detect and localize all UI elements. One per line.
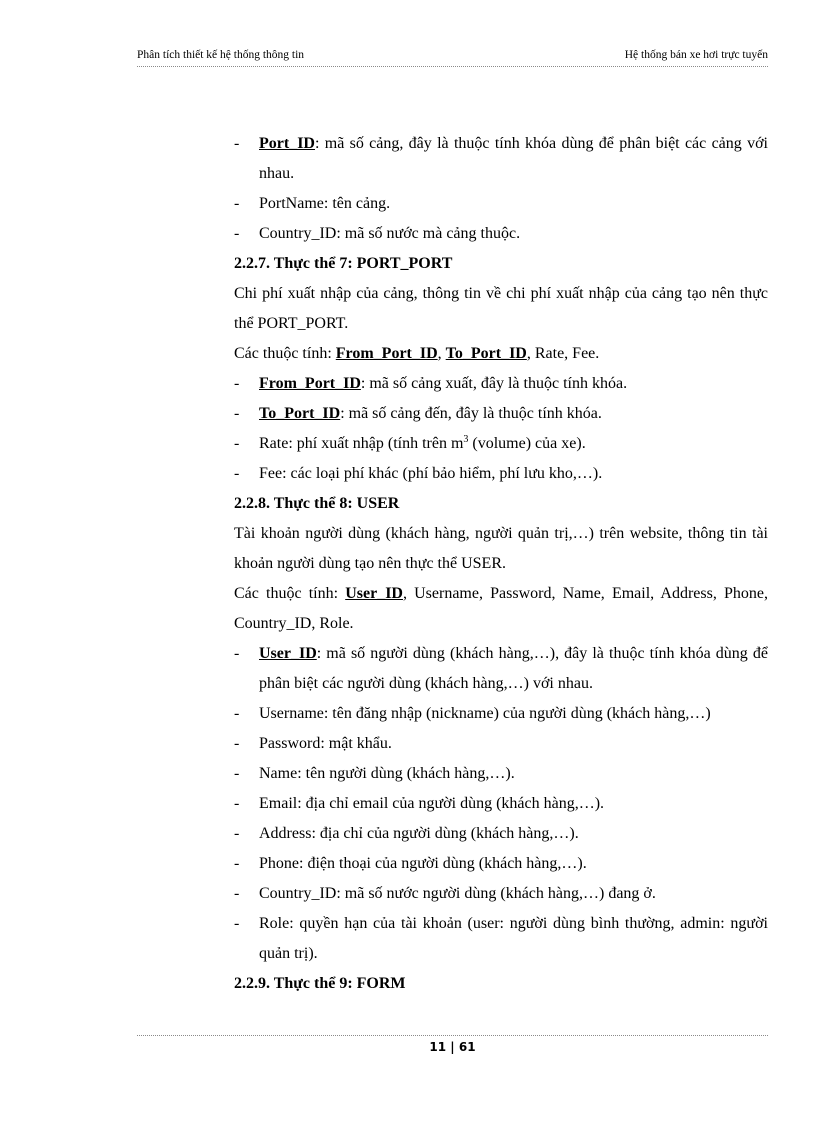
- list-item-text: (volume) của xe).: [468, 435, 586, 452]
- list-item-text: PortName: tên cảng.: [259, 195, 391, 212]
- bullet-dash: -: [234, 885, 240, 902]
- list-item-portname: [234, 189, 768, 219]
- list-item-text: Country_ID: mã số nước mà cảng thuộc.: [259, 225, 521, 242]
- bullet-dash: -: [234, 645, 240, 662]
- key-attribute: From_Port_ID: [335, 345, 438, 362]
- list-item-text: Fee: các loại phí khác (phí bảo hiểm, phí lưu kho,…).: [259, 465, 603, 482]
- list-item-country-id: [234, 219, 768, 249]
- attribute-list-rest: , Rate, Fee.: [526, 345, 600, 362]
- list-item-text: Country_ID: mã số nước người dùng (khách hàng,…) đang ở.: [259, 885, 656, 902]
- bullet-dash: -: [234, 915, 240, 932]
- attribute-list-rest: , Username, Password, Name, Email, Address, Phone, Country_ID, Role.: [234, 585, 768, 632]
- bullet-dash: -: [234, 225, 240, 242]
- attribute-list: [234, 339, 768, 369]
- list-item-fee: [234, 459, 768, 489]
- list-item-port-id: [234, 129, 768, 189]
- list-item-to-port-id: [234, 399, 768, 429]
- bullet-dash: -: [234, 195, 240, 212]
- bullet-dash: -: [234, 375, 240, 392]
- key-attribute: From_Port_ID: [259, 375, 361, 392]
- list-item-username: [234, 699, 768, 729]
- attribute-list-prefix: Các thuộc tính:: [234, 345, 336, 362]
- list-item-text: Username: tên đăng nhập (nickname) của người dùng (khách hàng,…): [259, 705, 711, 722]
- list-item-text: Password: mật khẩu.: [259, 735, 392, 752]
- key-attribute: User_ID: [345, 585, 403, 602]
- list-item-rate: [234, 429, 768, 459]
- list-item-name: [234, 759, 768, 789]
- list-item-email: [234, 789, 768, 819]
- list-item-from-port-id: [234, 369, 768, 399]
- bullet-dash: -: [234, 765, 240, 782]
- section-heading-2-2-8: 2.2.8. Thực thể 8: USER: [234, 495, 400, 512]
- section-intro: Chi phí xuất nhập của cảng, thông tin về chi phí xuất nhập của cảng tạo nên thực thể PORT_PORT.: [234, 285, 768, 332]
- bullet-dash: -: [234, 855, 240, 872]
- bullet-dash: -: [234, 135, 240, 152]
- section-intro: Tài khoản người dùng (khách hàng, người quản trị,…) trên website, thông tin tài khoản người dùng tạo nên thực thể USER.: [234, 525, 768, 572]
- list-item-text: Phone: điện thoại của người dùng (khách hàng,…).: [259, 855, 587, 872]
- list-item-text: : mã số cảng xuất, đây là thuộc tính khóa.: [360, 375, 628, 392]
- list-item-phone: [234, 849, 768, 879]
- header-project-title: Hệ thống bán xe hơi trực tuyến: [624, 49, 768, 61]
- attribute-list-prefix: Các thuộc tính:: [234, 585, 346, 602]
- list-item-user-country-id: [234, 879, 768, 909]
- list-item-text: : mã số người dùng (khách hàng,…), đây là thuộc tính khóa dùng để phân biệt các người dùng (khách hàng,…) với nhau.: [259, 645, 768, 692]
- list-item-text: : mã số cảng đến, đây là thuộc tính khóa.: [340, 405, 602, 422]
- bullet-dash: -: [234, 705, 240, 722]
- bullet-dash: -: [234, 405, 240, 422]
- list-item-text: Role: quyền hạn của tài khoản (user: người dùng bình thường, admin: người quản trị).: [259, 915, 768, 962]
- page-header: [137, 48, 768, 67]
- list-item-text: : mã số cảng, đây là thuộc tính khóa dùng để phân biệt các cảng với nhau.: [259, 135, 768, 182]
- attribute-list: [234, 579, 768, 639]
- attribute-separator: ,: [437, 345, 446, 362]
- list-item-text: Address: địa chỉ của người dùng (khách hàng,…).: [259, 825, 579, 842]
- superscript: 3: [463, 434, 469, 445]
- key-attribute: To_Port_ID: [445, 345, 527, 362]
- section-heading-2-2-7: 2.2.7. Thực thể 7: PORT_PORT: [234, 255, 453, 272]
- bullet-dash: -: [234, 735, 240, 752]
- list-item-text: Name: tên người dùng (khách hàng,…).: [259, 765, 515, 782]
- list-item-user-id: [234, 639, 768, 699]
- list-item-address: [234, 819, 768, 849]
- list-item-text: Email: địa chỉ email của người dùng (khách hàng,…).: [259, 795, 605, 812]
- list-item-text: Rate: phí xuất nhập (tính trên m: [259, 435, 464, 452]
- section-heading-2-2-9: 2.2.9. Thực thể 9: FORM: [234, 975, 406, 992]
- list-item-role: [234, 909, 768, 969]
- header-document-title: Phân tích thiết kế hệ thống thông tin: [137, 49, 305, 61]
- key-attribute: User_ID: [259, 645, 317, 662]
- page-footer: [137, 1035, 768, 1054]
- list-item-password: [234, 729, 768, 759]
- page-body: [234, 129, 768, 999]
- page-number: 11 | 61: [429, 1040, 476, 1054]
- bullet-dash: -: [234, 435, 240, 452]
- bullet-dash: -: [234, 465, 240, 482]
- key-attribute: To_Port_ID: [259, 405, 341, 422]
- bullet-dash: -: [234, 825, 240, 842]
- bullet-dash: -: [234, 795, 240, 812]
- key-attribute: Port_ID: [259, 135, 315, 152]
